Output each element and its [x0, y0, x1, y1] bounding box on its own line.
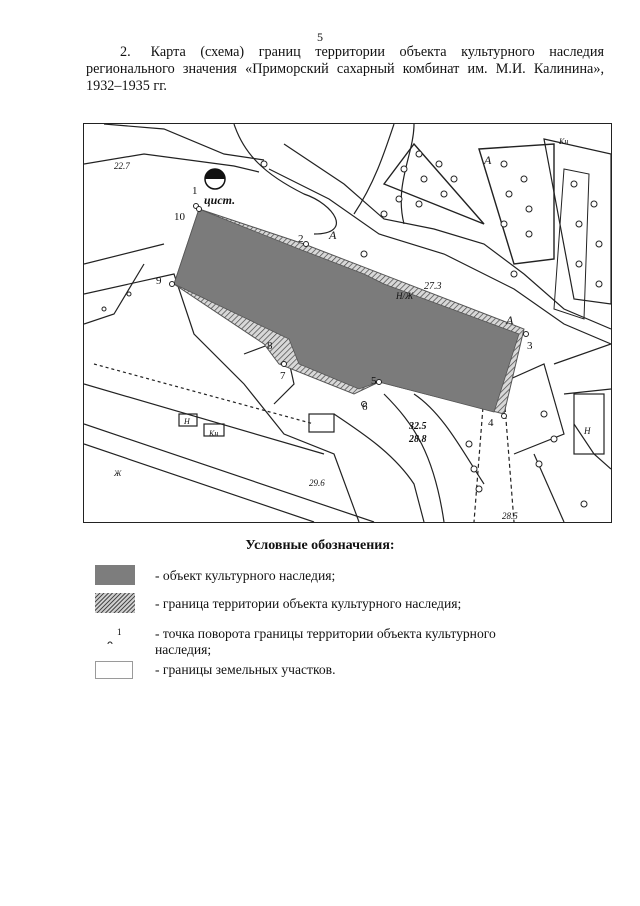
- map-drawing: [84, 124, 611, 522]
- kn-label-2: Кн: [209, 429, 219, 438]
- boundary-swatch: [95, 593, 135, 613]
- legend-label-parcel: - границы земельных участков.: [155, 662, 336, 677]
- point-label-5: 5: [371, 375, 377, 387]
- n-label-2: Н: [584, 426, 591, 436]
- elevation-label-1: 27.3: [424, 281, 442, 292]
- area-label-a1: А: [329, 228, 337, 242]
- point-label-8: 8: [267, 340, 273, 352]
- area-label-a2: А: [484, 153, 492, 167]
- kn-label: Кн: [559, 137, 569, 146]
- area-label-a3: А: [506, 313, 514, 327]
- legend-label-point: - точка поворота границы территории объекта культурного наследия;: [155, 626, 496, 657]
- zh-label: Ж: [114, 469, 122, 478]
- elevation-label-3: 28.8: [409, 434, 427, 445]
- point-label-3: 3: [527, 340, 533, 352]
- parcel-swatch: [95, 661, 133, 679]
- heading-number: 2.: [120, 44, 131, 60]
- boundary-map: [83, 123, 612, 523]
- object-swatch: [95, 565, 135, 585]
- cistern-label: цист.: [204, 193, 236, 207]
- elevation-label-6: 28.5: [502, 511, 518, 521]
- map-heading: [86, 44, 604, 95]
- point-label-4: 4: [488, 417, 494, 429]
- point-label-2: 2: [298, 233, 304, 245]
- point-label-7: 7: [280, 370, 286, 382]
- heading-text: Карта (схема) границ территории объекта культурного наследия регионального значения «Приморский сахарный комбинат им. М.И. Калинина», 1932–1935 гг.: [86, 44, 605, 94]
- legend-label-boundary: - граница территории объекта культурного наследия;: [155, 596, 462, 611]
- page-number: 5: [317, 30, 323, 44]
- elevation-label-4: 22.7: [114, 161, 130, 171]
- point-label-6: 6: [362, 401, 368, 413]
- point-swatch-icon: [95, 624, 135, 644]
- point-label-10: 10: [174, 211, 185, 223]
- legend-label-object: - объект культурного наследия;: [155, 568, 336, 583]
- elevation-label-5: 29.6: [309, 478, 325, 488]
- elevation-label-2: 32.5: [409, 421, 427, 432]
- map-round-symbol: [205, 169, 225, 189]
- legend-point-number: 1: [117, 627, 122, 637]
- point-label-1: 1: [192, 185, 198, 197]
- n-label-1: Н: [184, 417, 190, 426]
- legend-title: Условные обозначения:: [245, 538, 395, 553]
- nzh-label: Н/Ж: [396, 291, 414, 301]
- point-label-9: 9: [156, 275, 162, 287]
